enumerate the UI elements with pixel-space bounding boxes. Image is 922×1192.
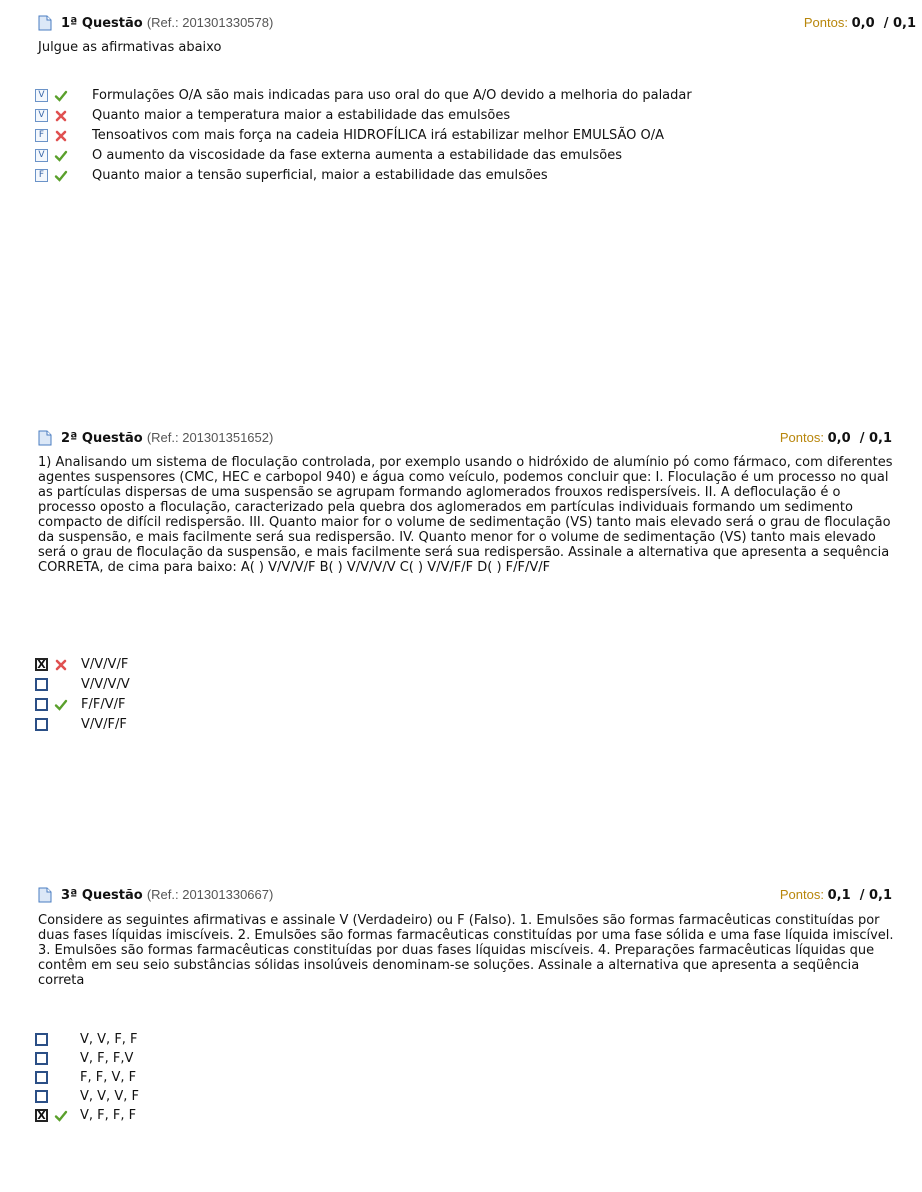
points-label: Pontos: [779,430,824,445]
checkbox[interactable] [35,1071,48,1084]
answer-box-v[interactable]: V [35,149,48,162]
question-number: 3ª Questão [61,888,143,903]
question-3 [0,884,922,1123]
option-text: V/V/F/F [81,717,127,732]
option-text: V, F, F,V [80,1051,134,1066]
option-text: Tensoativos com mais força na cadeia HIDROFÍLICA irá estabilizar melhor EMULSÃO O/A [92,128,664,143]
document-icon [38,15,52,31]
question-statement: 1) Analisando um sistema de floculação controlada, por exemplo usando o hidróxido de alumínio pó como fármaco, com diferentes agentes suspensores (CMC, HEC e carbopol 940) e água como veículo, podemos concluir que: I. Floculação é um processo no qual as partículas dispersas de uma suspensão se agrupam formando aglomerados frouxos redispersíveis. II. A defloculação é o processo oposto a floculação, caracterizado pela quebra dos aglomerados em partículas individuais formando um sedimento compacto de difícil redispersão. III. Quanto maior for o volume de sedimentação (VS) tanto mais elevado será o grau de floculação da suspensão, e mais facilmente será sua redispersão. IV. Quanto menor for o volume de sedimentação (VS) tanto mais elevado será o grau de floculação da suspensão, e mais facilmente será sua redispersão. Assinale a alternativa que apresenta a sequência CORRETA, de cima para baixo: A( ) V/V/V/F B( ) V/V/V/V C( ) V/V/F/F D( ) F/F/V/F [38,455,893,575]
check-icon [53,148,69,164]
points-label: Pontos: [779,887,824,902]
question-ref: (Ref.: 201301351652) [146,430,274,445]
question-ref: (Ref.: 201301330578) [146,15,274,30]
question-header [0,884,922,904]
cross-icon [53,128,69,144]
question-statement: Julgue as afirmativas abaixo [38,40,222,55]
checkbox[interactable] [35,678,48,691]
option-text: V, V, F, F [80,1032,138,1047]
question-number: 1ª Questão [61,16,143,31]
points [780,887,892,903]
option-text: O aumento da viscosidade da fase externa aumenta a estabilidade das emulsões [92,148,623,163]
checkbox[interactable] [35,1052,48,1065]
option-text: V/V/V/F [81,657,129,672]
check-icon [53,88,69,104]
cross-icon [53,108,69,124]
answer-box-f[interactable]: F [35,169,48,182]
points-value: 0,0 / 0,1 [827,431,892,446]
points-label: Pontos: [803,15,848,30]
selected-checkbox[interactable]: X [35,1109,48,1122]
question-title [61,15,273,31]
points-value: 0,0 / 0,1 [851,16,916,31]
option-text: F/F/V/F [81,697,126,712]
option-text: Quanto maior a tensão superficial, maior a estabilidade das emulsões [92,168,548,183]
question-header [0,427,922,447]
document-icon [38,887,52,903]
checkbox[interactable] [35,718,48,731]
points-value: 0,1 / 0,1 [827,888,892,903]
answer-box-v[interactable]: V [35,89,48,102]
selected-checkbox[interactable]: X [35,658,48,671]
option-text: V/V/V/V [81,677,130,692]
document-icon [38,430,52,446]
answer-box-v[interactable]: V [35,109,48,122]
check-icon [53,1108,69,1124]
option-text: Formulações O/A são mais indicadas para uso oral do que A/O devido a melhoria do paladar [92,88,692,103]
question-statement: Considere as seguintes afirmativas e assinale V (Verdadeiro) ou F (Falso). 1. Emulsões são formas farmacêuticas constituídas por duas fases líquidas imiscíveis. 2. Emulsões são formas farmacêuticas constituídas por uma fase sólida e uma fase líquida imiscível. 3. Emulsões são formas farmacêuticas constituídas por duas fases líquidas miscíveis. 4. Preparações farmacêuticas líquidas que contêm em seu seio substâncias sólidas insolúveis denominam-se soluções. Assinale a alternativa que apresenta a seqüência correta [38,913,894,988]
points [780,430,892,446]
check-icon [53,697,69,713]
answer-box-f[interactable]: F [35,129,48,142]
check-icon [53,168,69,184]
question-2 [0,427,922,732]
question-ref: (Ref.: 201301330667) [146,887,274,902]
question-header [0,12,922,32]
question-title [61,430,273,446]
question-title [61,887,273,903]
checkbox[interactable] [35,698,48,711]
question-1 [0,12,922,183]
option-text: Quanto maior a temperatura maior a estabilidade das emulsões [92,108,511,123]
option-text: V, V, V, F [80,1089,139,1104]
option-text: F, F, V, F [80,1070,137,1085]
cross-icon [53,657,69,673]
points [804,15,916,31]
question-number: 2ª Questão [61,431,143,446]
checkbox[interactable] [35,1090,48,1103]
option-text: V, F, F, F [80,1108,137,1123]
checkbox[interactable] [35,1033,48,1046]
